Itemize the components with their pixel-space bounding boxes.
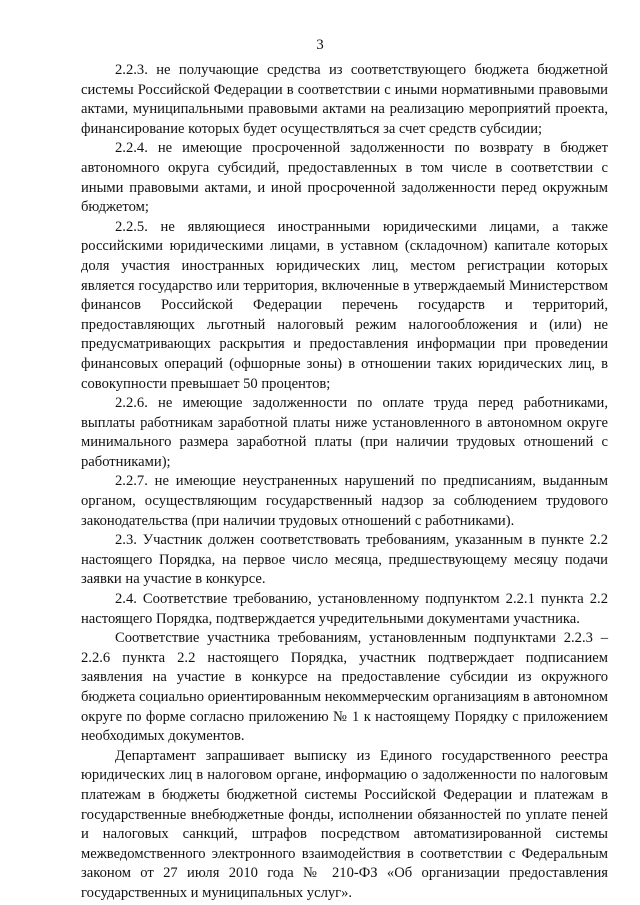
paragraph-2-4: 2.4. Соответствие требованию, установленному подпунктом 2.2.1 пункта 2.2 настоящего Порядка, подтверждается учредительными документами участника. xyxy=(81,591,608,627)
paragraph-2-2-5: 2.2.5. не являющиеся иностранными юридическими лицами, а также российскими юридическими лицами, в уставном (складочном) капитале которых доля участия иностранных юридических лиц, местом регистрации которых является государство или территория, включенные в утверждаемый Министерством финансов Российской Федерации перечень государств и территорий, предоставляющих льготный налоговый режим налогообложения и (или) не предусматривающих раскрытия и предоставления информации при проведении финансовых операций (офшорные зоны) в отношении таких юридических лиц, в совокупности превышает 50 процентов; xyxy=(81,218,608,392)
paragraph-2-3: 2.3. Участник должен соответствовать требованиям, указанным в пункте 2.2 настоящего Порядка, на первое число месяца, предшествующему месяцу подачи заявки на участие в конкурсе. xyxy=(81,532,608,588)
paragraph-2-2-6: 2.2.6. не имеющие задолженности по оплате труда перед работниками, выплаты работникам заработной платы ниже установленного в автономном округе минимального размера заработной платы (при наличии трудовых отношений с работниками); xyxy=(81,395,608,470)
paragraph-2-2-4: 2.2.4. не имеющие просроченной задолженности по возврату в бюджет автономного округа субсидий, предоставленных в том числе в соответствии с иными правовыми актами, и иной просроченной задолженности перед окружным бюджетом; xyxy=(81,140,608,216)
paragraph-2-2-3: 2.2.3. не получающие средства из соответствующего бюджета бюджетной системы Российской Федерации в соответствии с иными нормативными правовыми актами, муниципальными правовыми актами на реализацию мероприятий проекта, финансирование которых будет осуществляться за счет средств субсидии; xyxy=(81,62,608,137)
paragraph-department-request: Департамент запрашивает выписку из Единого государственного реестра юридических лиц в налоговом органе, информацию о задолженности по налоговым платежам в бюджеты бюджетной системы Российской Федерации и платежам в государственные внебюджетные фонды, исполнении обязанностей по уплате пеней и налоговых санкций, штрафов посредством автоматизированной системы межведомственного электронного взаимодействия в соответствии с Федеральным законом от 27 июля 2010 года № 210-ФЗ «Об организации предоставления государственных и муниципальных услуг». xyxy=(81,747,608,901)
document-body xyxy=(81,61,608,904)
page-number: 3 xyxy=(316,37,324,53)
paragraph-compliance: Соответствие участника требованиям, установленным подпунктами 2.2.3 – 2.2.6 пункта 2.2 настоящего Порядка, участник подтверждает подписанием заявления на участие в конкурсе на предоставление субсидии из окружного бюджета социально ориентированным некоммерческим организациям в автономном округе по форме согласно приложению № 1 к настоящему Порядку с приложением необходимых документов. xyxy=(81,630,608,745)
paragraph-2-2-7: 2.2.7. не имеющие неустраненных нарушений по предписаниям, выданным органом, осуществляющим государственный надзор за соблюдением трудового законодательства (при наличии трудовых отношений с работниками). xyxy=(81,473,608,529)
